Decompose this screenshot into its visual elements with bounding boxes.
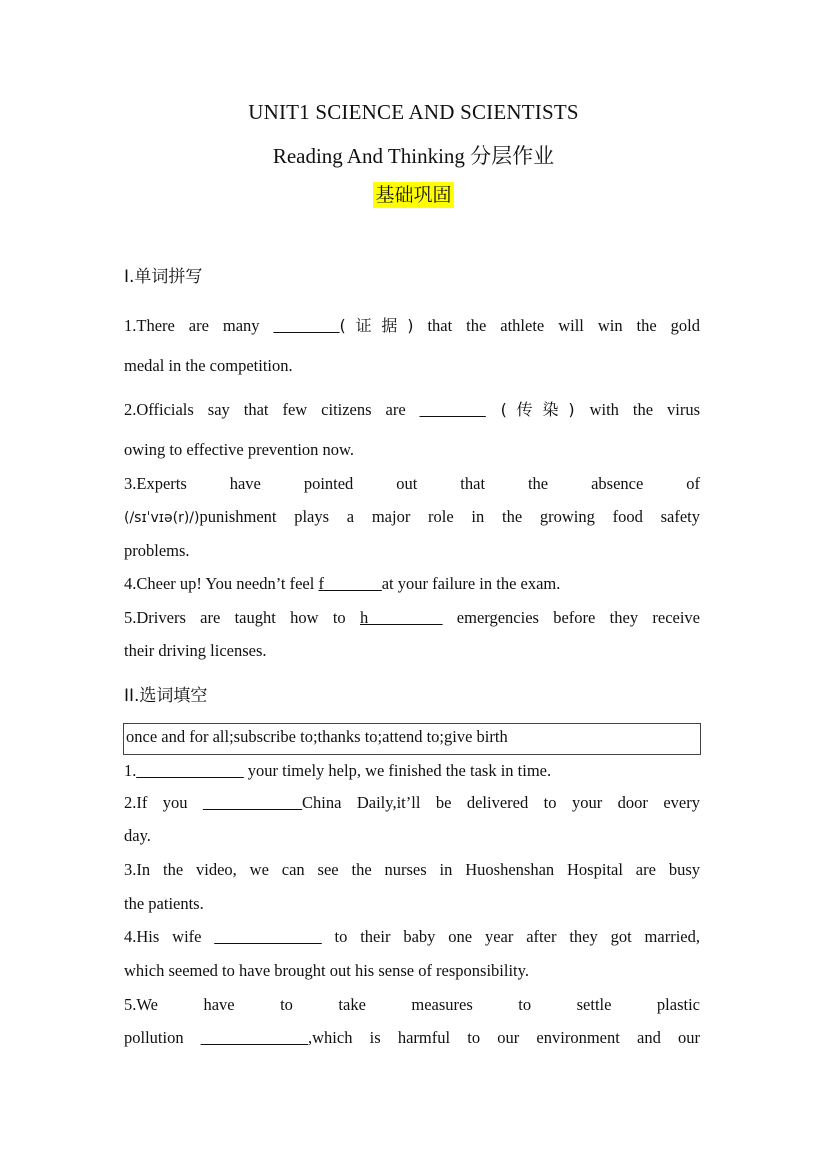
fill-q5-line1: 5.We have to take measures to settle plastic — [124, 995, 700, 1014]
spelling-q1-line2: medal in the competition. — [124, 356, 293, 375]
spelling-q2-line2: owing to effective prevention now. — [124, 440, 355, 459]
fill-q5-line2: pollution _____________,which is harmful to our environment and our — [124, 1028, 700, 1047]
spelling-q3-line3: problems. — [124, 541, 190, 560]
level-badge: 基础巩固 — [375, 184, 452, 206]
spelling-q5-line2: their driving licenses. — [124, 641, 267, 660]
unit-title: UNIT1 SCIENCE AND SCIENTISTS — [248, 100, 579, 124]
spelling-q4-line1: 4.Cheer up! You needn’t feel f_______at your failure in the exam. — [124, 574, 561, 593]
fill-q2-line1: 2.If you ____________China Daily,it’ll be delivered to your door every — [124, 793, 700, 812]
word-bank-box: once and for all;subscribe to;thanks to;attend to;give birth — [123, 723, 701, 755]
spelling-q3-line1: 3.Experts have pointed out that the absence of — [124, 474, 700, 493]
answer-blank[interactable]: _____________ — [200, 1028, 309, 1047]
spelling-q2-line1: 2.Officials say that few citizens are ________ (传染) with the virus — [124, 400, 700, 419]
spelling-q3-line2: (/sɪˈvɪə(r)/)punishment plays a major role in the growing food safety — [124, 507, 700, 526]
fill-q3-line2: the patients. — [124, 894, 204, 913]
answer-blank[interactable]: _____________ — [214, 927, 322, 946]
answer-blank[interactable]: ____________ — [203, 793, 302, 812]
section-heading-spelling: I.单词拼写 — [124, 267, 203, 287]
answer-blank[interactable]: h_________ — [359, 608, 443, 627]
fill-q4-line2: which seemed to have brought out his sense of responsibility. — [124, 961, 529, 980]
section-heading-word-fill: II.选词填空 — [124, 686, 208, 706]
answer-blank[interactable]: _____________ — [136, 761, 244, 780]
phonetic-hint: (/sɪˈvɪə(r)/) — [124, 510, 200, 526]
answer-blank[interactable]: ________ — [419, 400, 486, 419]
spelling-q1-line1: 1.There are many ________(证据) that the athlete will win the gold — [124, 316, 700, 335]
lesson-subtitle: Reading And Thinking 分层作业 — [272, 144, 555, 168]
answer-blank[interactable]: ________ — [273, 316, 340, 335]
fill-q4-line1: 4.His wife _____________ to their baby one year after they got married, — [124, 927, 700, 946]
fill-q1-line1: 1._____________ your timely help, we finished the task in time. — [124, 761, 552, 780]
fill-q3-line1: 3.In the video, we can see the nurses in Huoshenshan Hospital are busy — [124, 860, 700, 879]
spelling-q5-line1: 5.Drivers are taught how to h_________ emergencies before they receive — [124, 608, 700, 627]
level-badge-wrap — [0, 180, 827, 207]
answer-blank[interactable]: f_______ — [318, 574, 382, 593]
fill-q2-line2: day. — [124, 826, 151, 845]
